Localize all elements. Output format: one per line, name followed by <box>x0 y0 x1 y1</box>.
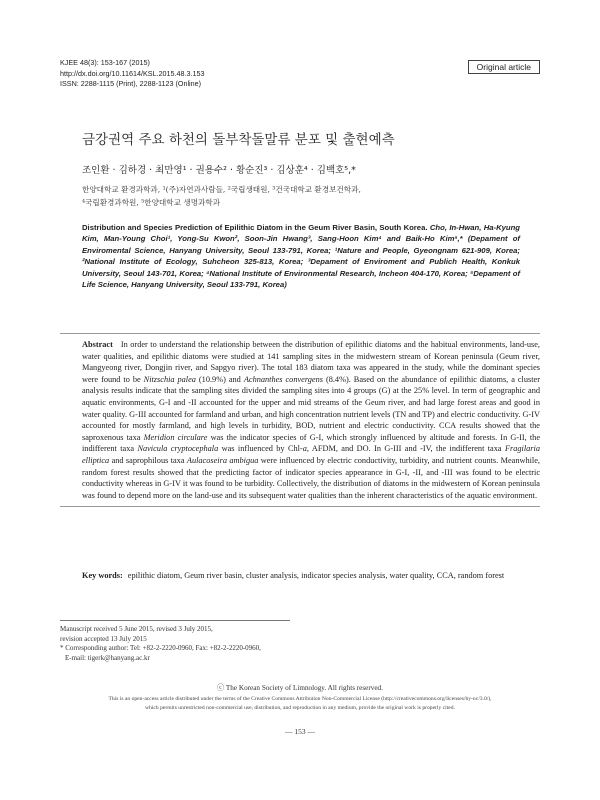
article-meta <box>60 58 205 90</box>
english-affiliation: ⁵Depament of Life Science, Hanyang University, Seoul 133-791, Korea) <box>82 268 521 290</box>
english-title-block <box>82 222 520 290</box>
korean-affiliation-line: 한양대학교 환경과학과, ¹(주)자연과사람들, ²국립생태원, ³건국대학교 환경보건학과, <box>82 185 361 194</box>
english-title: Distribution and Species Prediction of Epilithic Diatom in the Geum River Basin, South Korea. <box>82 223 428 232</box>
copyright: ⓒ The Korean Society of Limnology. All rights reserved. <box>217 684 383 692</box>
species-name: Fragilaria elliptica <box>82 444 540 465</box>
korean-affiliation-line: ⁴국립환경과학원, ⁵한양대학교 생명과학과 <box>82 198 221 207</box>
english-authors: Cho, In-Hwan, Ha-Kyung Kim, Man-Young Choi¹, Yong-Su Kwon², Soon-Jin Hwang³, Sang-Hoon Kim⁴ and Baik-Ho Kim⁵,* <box>82 223 521 244</box>
english-affiliation: ¹Nature and People, Gyeongnam 621-909, Korea; <box>334 245 520 255</box>
korean-affiliations <box>82 183 361 209</box>
issn: ISSN: 2288-1115 (Print), 2288-1123 (Online) <box>60 79 202 88</box>
corresponding-email[interactable]: E-mail: tigerk@hanyang.ac.kr <box>65 653 150 662</box>
abstract-label: Abstract <box>82 340 113 349</box>
species-name: Meridion circulare <box>143 432 208 442</box>
doi-link[interactable]: http://dx.doi.org/10.11614/KSL.2015.48.3.153 <box>60 68 205 78</box>
korean-authors: 조인환 · 김하경 · 최만영¹ · 권용수² · 황순진³ · 김상훈⁴ · 김백호⁵,* <box>82 165 356 176</box>
species-name: Nitzschia palea <box>143 374 196 384</box>
english-affiliation: ⁴National Institute of Environmental Research, Incheon 404-170, Korea; <box>206 268 471 278</box>
keywords-text: epilithic diatom, Geum river basin, cluster analysis, indicator species analysis, water quality, CCA, random forest <box>127 571 505 580</box>
english-affiliation: (Depament of Enviromental Science, Hanyang University, Seoul 133-791, Korea; <box>82 234 520 255</box>
species-name: Navicula cryptocephala <box>137 444 219 454</box>
english-affiliation: ³Depament of Enviroment and Publich Health, Konkuk University, Seoul 143-701, Korea; <box>82 257 520 278</box>
journal-citation: KJEE 48(3): 153-167 (2015) <box>60 58 150 67</box>
abstract-box <box>60 333 540 507</box>
license-text: This is an open-access article distributed under the terms of the Creative Commons Attribution Non-Commercial License (http://creativecommons.org/licenses/by-nc/3.0/), which permits unrestricted non-commercial use, distribution, and reproduction in any medium, provide the original work is properly cited. <box>108 696 492 711</box>
footnote-divider <box>60 620 290 621</box>
keywords <box>82 570 522 582</box>
species-name: Achnanthes convergens <box>243 374 323 384</box>
keywords-label: Key words: <box>82 571 123 580</box>
page-number: — 153 — <box>285 727 315 736</box>
footnote: Manuscript received 5 June 2015, revised 3 July 2015, revision accepted 13 July 2015 * Corresponding author: Tel: +82-2-2220-0960, Fax: +82-2-2220-0960, E-mail: tigerk@hanyang.ac.kr <box>60 625 261 662</box>
article-type-badge: Original article <box>468 60 540 74</box>
english-affiliation: ²National Institute of Ecology, Suhcheon 325-813, Korea; <box>82 257 308 267</box>
abstract-text: Abstract In order to understand the relationship between the distribution of epilithic diatoms and the habitual environments, land-use, water qualities, and epilithic diatoms were studied at 141 sampling sites in the midwestern stream of Korean peninsula (Geum river, Mangyeong river, Dongjin river, and Sapgyo river). The total 183 diatom taxa was appeared in the study, while the dominant species were found to be Nitzschia palea (10.9%) and Achnanthes convergens (8.4%). Based on the abundance of epilithic diatoms, a cluster analysis results indicate that the sampling sites divided the sampling sites into 4 groups (G) at the 25% level. In term of geographic and aquatic environments, G-I and -II accounted for the upper and mid streams of the Geum river, and had large forest areas and good in water quality. G-III accounted for farmland and urban, and high concentration nutrient levels (TN and TP) and electric conductivity. G-IV accounted for mostly farmland, and high levels in turbidity, BOD, nutrient and electric conductivity. CCA results showed that the saproxenous taxa Meridion circulare was the indicator species of G-I, which strongly influenced by altitude and forests. In G-II, the indifferent taxa Navicula cryptocephala was influenced by Chl-a, AFDM, and DO. In G-III and -IV, the indifferent taxa Fragilaria elliptica and saprophilous taxa Aulacoseira ambigua were influenced by electric conductivity, turbidity, and nutrient counts. Meanwhile, random forest results showed that the predicting factor of indicator species appearance in G-I, -II, and -III was found to be electric conductivity whereas in G-IV it was found to be turbidity. Collectively, the distribution of diatoms in the midwestern of Korean peninsula was found to depend more on the land-use and its subsequent water qualities than the inherent characteristics of the aquatic environment. <box>82 340 540 500</box>
species-name: Aulacoseira ambigua <box>186 455 259 465</box>
korean-title: 금강권역 주요 하천의 돌부착돌말류 분포 및 출현예측 <box>82 132 395 148</box>
